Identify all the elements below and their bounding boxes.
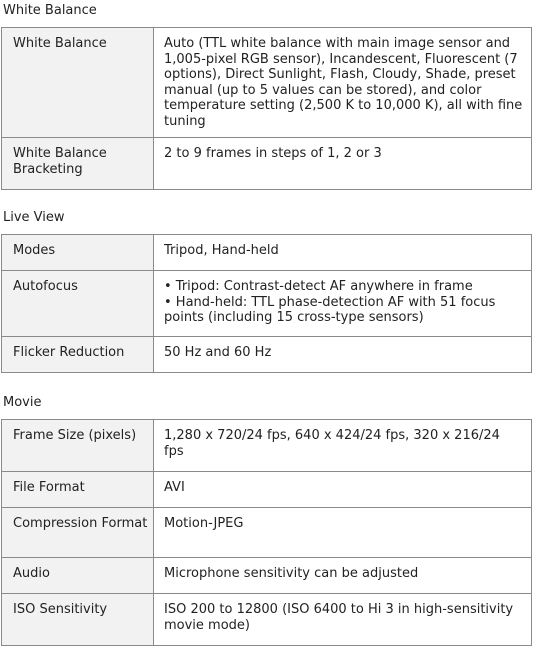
table-row [2, 28, 532, 138]
table-row [2, 337, 532, 373]
row-value-audio: Microphone sensitivity can be adjusted [154, 558, 532, 594]
table-row [2, 558, 532, 594]
row-value-white-balance-bracketing: 2 to 9 frames in steps of 1, 2 or 3 [154, 138, 532, 190]
table-row [2, 271, 532, 337]
table-row [2, 472, 532, 508]
spec-table-live-view [1, 234, 532, 373]
row-value-flicker-reduction: 50 Hz and 60 Hz [154, 337, 532, 373]
table-row [2, 508, 532, 558]
row-label-iso-sensitivity: ISO Sensitivity [2, 594, 154, 646]
row-label-modes: Modes [2, 235, 154, 271]
row-value-modes: Tripod, Hand-held [154, 235, 532, 271]
row-value-iso-sensitivity: ISO 200 to 12800 (ISO 6400 to Hi 3 in high-sensitivity movie mode) [154, 594, 532, 646]
row-label-compression-format: Compression Format [2, 508, 154, 558]
row-label-autofocus: Autofocus [2, 271, 154, 337]
row-label-white-balance-bracketing: White Balance Bracketing [2, 138, 154, 190]
row-label-frame-size: Frame Size (pixels) [2, 420, 154, 472]
section-title-white-balance: White Balance [3, 3, 97, 18]
row-value-autofocus [154, 271, 532, 337]
row-label-white-balance: White Balance [2, 28, 154, 138]
autofocus-bullet-hand-held: • Hand-held: TTL phase-detection AF with 51 focus points (including 15 cross-type sensors) [164, 294, 496, 325]
row-value-compression-format: Motion-JPEG [154, 508, 532, 558]
row-value-frame-size: 1,280 x 720/24 fps, 640 x 424/24 fps, 320 x 216/24 fps [154, 420, 532, 472]
autofocus-bullet-tripod: • Tripod: Contrast-detect AF anywhere in frame [164, 279, 473, 294]
table-row [2, 594, 532, 646]
section-title-live-view: Live View [3, 210, 65, 225]
row-value-file-format: AVI [154, 472, 532, 508]
section-title-movie: Movie [3, 395, 42, 410]
spec-table-movie [1, 419, 532, 646]
table-row [2, 138, 532, 190]
row-label-audio: Audio [2, 558, 154, 594]
row-label-flicker-reduction: Flicker Reduction [2, 337, 154, 373]
row-value-white-balance: Auto (TTL white balance with main image sensor and 1,005-pixel RGB sensor), Incandescent, Fluorescent (7 options), Direct Sunlight, Flash, Cloudy, Shade, preset manual (up to 5 values can be stored), and color temperature setting (2,500 K to 10,000 K), all with fine tuning [154, 28, 532, 138]
table-row [2, 235, 532, 271]
spec-table-white-balance [1, 27, 532, 190]
row-label-file-format: File Format [2, 472, 154, 508]
table-row [2, 420, 532, 472]
